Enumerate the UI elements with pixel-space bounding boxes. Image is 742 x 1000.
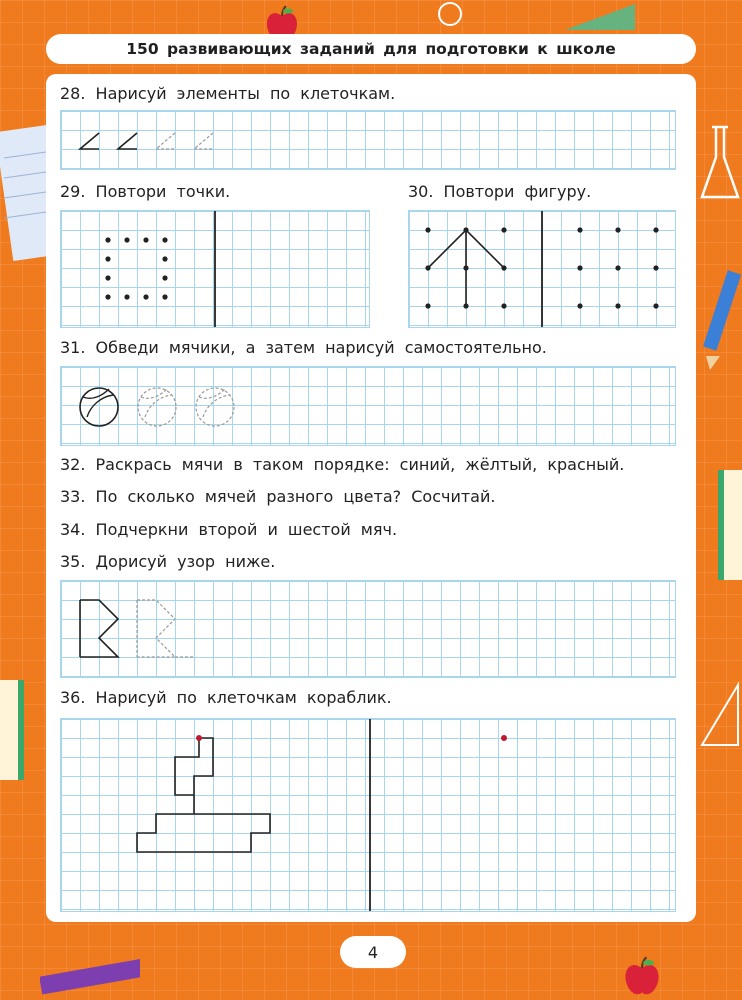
task-28-drawing <box>61 111 675 169</box>
pencil-icon <box>696 270 742 370</box>
task-33-instruction: 33. По сколько мячей разного цвета? Сосчитай. <box>60 487 496 506</box>
notebook-icon <box>0 118 46 268</box>
task-31-grid <box>60 366 676 446</box>
book-icon <box>712 470 742 590</box>
flask-icon <box>698 122 742 212</box>
task-36-grid <box>60 718 676 912</box>
ruler-icon <box>40 950 140 1000</box>
task-29-grid <box>60 210 370 328</box>
task-31-instruction: 31. Обведи мячики, а затем нарисуй самостоятельно. <box>60 338 547 357</box>
task-30-figure <box>409 211 675 327</box>
lightbulb-icon <box>430 0 470 36</box>
task-34-instruction: 34. Подчеркни второй и шестой мяч. <box>60 520 398 539</box>
task-36-boat <box>61 719 675 911</box>
apple-icon <box>620 955 664 999</box>
task-30-instruction: 30. Повтори фигуру. <box>408 182 592 201</box>
book-icon <box>0 680 30 790</box>
task-35-pattern <box>61 581 675 677</box>
worksheet-page <box>46 74 696 922</box>
task-28-instruction: 28. Нарисуй элементы по клеточкам. <box>60 84 396 103</box>
task-30-grid <box>408 210 676 328</box>
task-28-grid <box>60 110 676 170</box>
task-36-instruction: 36. Нарисуй по клеточкам кораблик. <box>60 688 392 707</box>
task-29-dot-pattern <box>61 211 369 327</box>
protractor-icon <box>698 680 742 750</box>
task-35-instruction: 35. Дорисуй узор ниже. <box>60 552 276 571</box>
task-32-instruction: 32. Раскрась мячи в таком порядке: синий, жёлтый, красный. <box>60 455 625 474</box>
ruler-icon <box>560 0 640 34</box>
task-31-balls <box>61 367 675 445</box>
task-35-grid <box>60 580 676 678</box>
task-29-instruction: 29. Повтори точки. <box>60 182 231 201</box>
page-header-title: 150 развивающих заданий для подготовки к школе <box>46 34 696 64</box>
page-number: 4 <box>340 936 406 968</box>
